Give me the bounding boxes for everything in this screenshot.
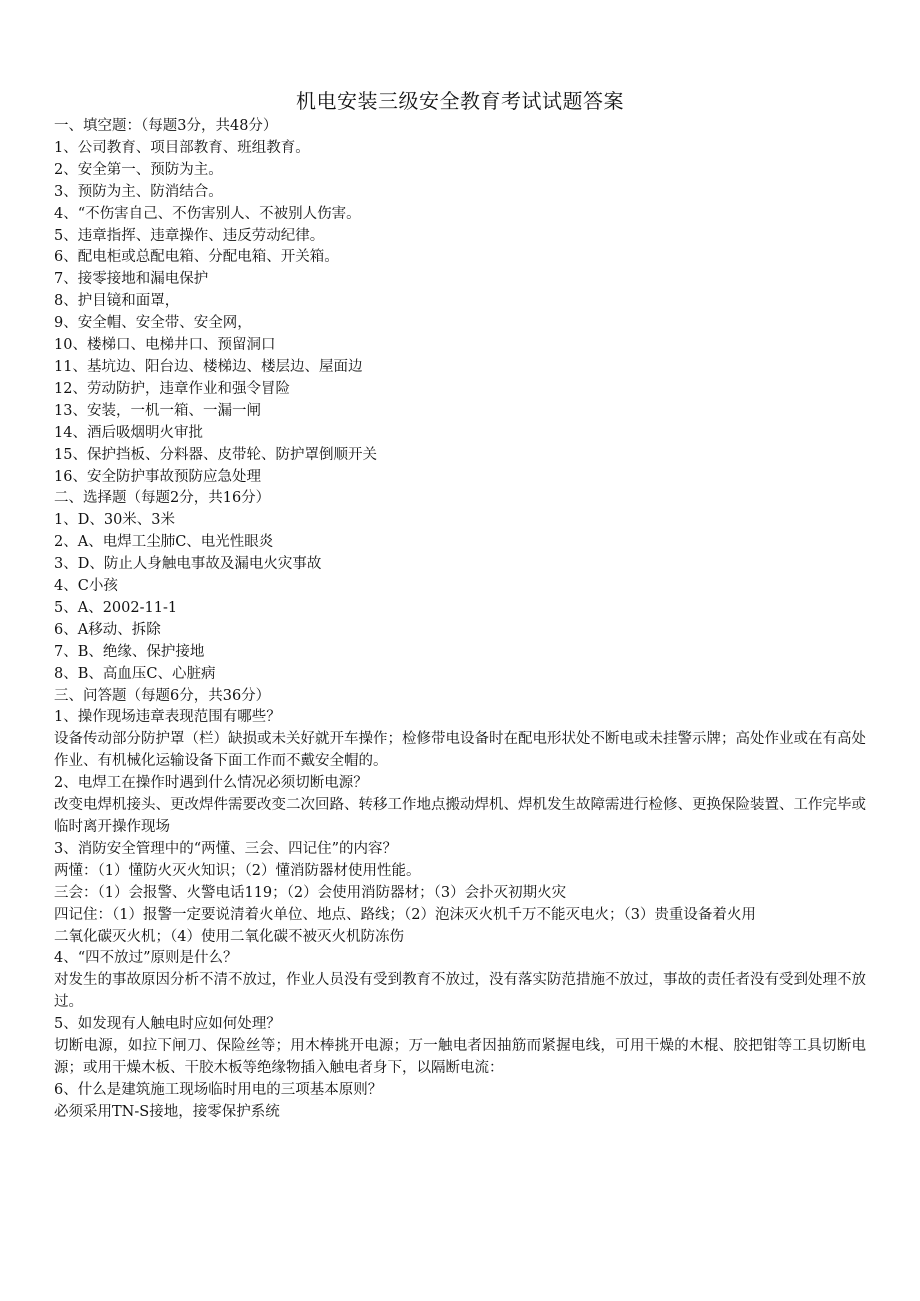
- answer-text: 改变电焊机接头、更改焊件需要改变二次回路、转移工作地点搬动焊机、焊机发生故障需进行检修、更换保险装置、工作完毕或临时离开操作现场: [54, 797, 866, 835]
- answer-item: 16、安全防护事故预防应急处理: [54, 468, 261, 485]
- answer-item: 4、“不伤害自己、不伤害别人、不被别人伤害。: [54, 205, 361, 222]
- answer-item: 2、A、电焊工尘肺C、电光性眼炎: [54, 534, 274, 551]
- answer-text: 必须采用TN-S接地，接零保护系统: [54, 1103, 280, 1120]
- question-text: 4、“四不放过”原则是什么？: [54, 950, 238, 967]
- answer-item: 15、保护挡板、分料器、皮带轮、防护罩倒顺开关: [54, 446, 377, 463]
- qa-item-6: [54, 1080, 866, 1124]
- answer-text: 切断电源，如拉下闸刀、保险丝等；用木棒挑开电源；万一触电者因抽筋而紧握电线，可用干燥的木棍、胶把钳等工具切断电源；或用干燥木板、干胶木板等绝缘物插入触电者身下，以隔断电流：: [54, 1038, 866, 1076]
- question-text: 1、操作现场违章表现范围有哪些？: [54, 709, 281, 726]
- answer-item: 6、A移动、拆除: [54, 621, 161, 638]
- qa-item-5: [54, 1014, 866, 1080]
- section-multiple-choice-answers: [54, 510, 866, 685]
- answer-item: 7、接零接地和漏电保护: [54, 271, 209, 288]
- answer-item: 7、B、绝缘、保护接地: [54, 643, 205, 660]
- answer-item: 14、酒后吸烟明火审批: [54, 424, 203, 441]
- qa-item-4: [54, 948, 866, 1014]
- answer-item: 3、预防为主、防消结合。: [54, 183, 223, 200]
- answer-item: 8、B、高血压C、心脏病: [54, 665, 216, 682]
- answer-text: 二氧化碳灭火机；（4）使用二氧化碳不被灭火机防冻伤: [54, 928, 404, 945]
- answer-item: 1、公司教育、项目部教育、班组教育。: [54, 139, 310, 156]
- section-qa-heading: 三、问答题（每题6分，共36分）: [54, 687, 271, 704]
- answer-text: 对发生的事故原因分析不清不放过，作业人员没有受到教育不放过，没有落实防范措施不放过，事故的责任者没有受到处理不放过。: [54, 972, 866, 1011]
- question-text: 2、电焊工在操作时遇到什么情况必须切断电源？: [54, 775, 368, 792]
- qa-item-3: [54, 839, 866, 949]
- answer-item: 2、安全第一、预防为主。: [54, 161, 223, 178]
- answer-item: 5、A、2002-11-1: [54, 599, 178, 616]
- answer-item: 4、C小孩: [54, 578, 118, 595]
- answer-text: 设备传动部分防护罩（栏）缺损或未关好就开车操作；检修带电设备时在配电形状处不断电或未挂警示牌；高处作业或在有高处作业、有机械化运输设备下面工作而不戴安全帽的。: [54, 731, 866, 770]
- question-text: 6、什么是建筑施工现场临时用电的三项基本原则？: [54, 1081, 383, 1098]
- section-fill-blank-answers: [54, 138, 866, 489]
- answer-item: 11、基坑边、阳台边、楼梯边、楼层边、屋面边: [54, 358, 363, 375]
- answer-item: 3、D、防止人身触电事故及漏电火灾事故: [54, 556, 322, 573]
- document-body: [54, 116, 866, 1124]
- document-title: 机电安装三级安全教育考试试题答案: [296, 89, 624, 113]
- qa-item-1: [54, 707, 866, 773]
- question-text: 5、如发现有人触电时应如何处理？: [54, 1016, 281, 1033]
- answer-item: 5、违章指挥、违章操作、违反劳动纪律。: [54, 227, 325, 244]
- section-qa-answers: [54, 707, 866, 1123]
- answer-item: 12、劳动防护，违章作业和强令冒险: [54, 380, 290, 397]
- answer-item: 9、安全帽、安全带、安全网，: [54, 315, 252, 332]
- answer-item: 8、护目镜和面罩，: [54, 293, 180, 310]
- answer-item: 1、D、30米、3米: [54, 512, 176, 529]
- section-fill-blank-heading: 一、填空题：（每题3分，共48分）: [54, 118, 278, 134]
- answer-text: 两懂：（1）懂防火灭火知识；（2）懂消防器材使用性能。: [54, 862, 421, 879]
- answer-item: 6、配电柜或总配电箱、分配电箱、开关箱。: [54, 249, 339, 266]
- answer-text: 三会：（1）会报警、火警电话119；（2）会使用消防器材；（3）会扑灭初期火灾: [54, 884, 567, 901]
- answer-item: 10、楼梯口、电梯井口、预留洞口: [54, 337, 276, 354]
- section-multiple-choice-heading: 二、选择题（每题2分，共16分）: [54, 490, 271, 507]
- question-text: 3、消防安全管理中的“两懂、三会、四记住”的内容？: [54, 840, 398, 857]
- answer-item: 13、安装，一机一箱、一漏一闸: [54, 402, 261, 419]
- answer-text: 四记住：（1）报警一定要说清着火单位、地点、路线；（2）泡沫灭火机千万不能灭电火；（3）贵重设备着火用: [54, 906, 756, 923]
- qa-item-2: [54, 773, 866, 839]
